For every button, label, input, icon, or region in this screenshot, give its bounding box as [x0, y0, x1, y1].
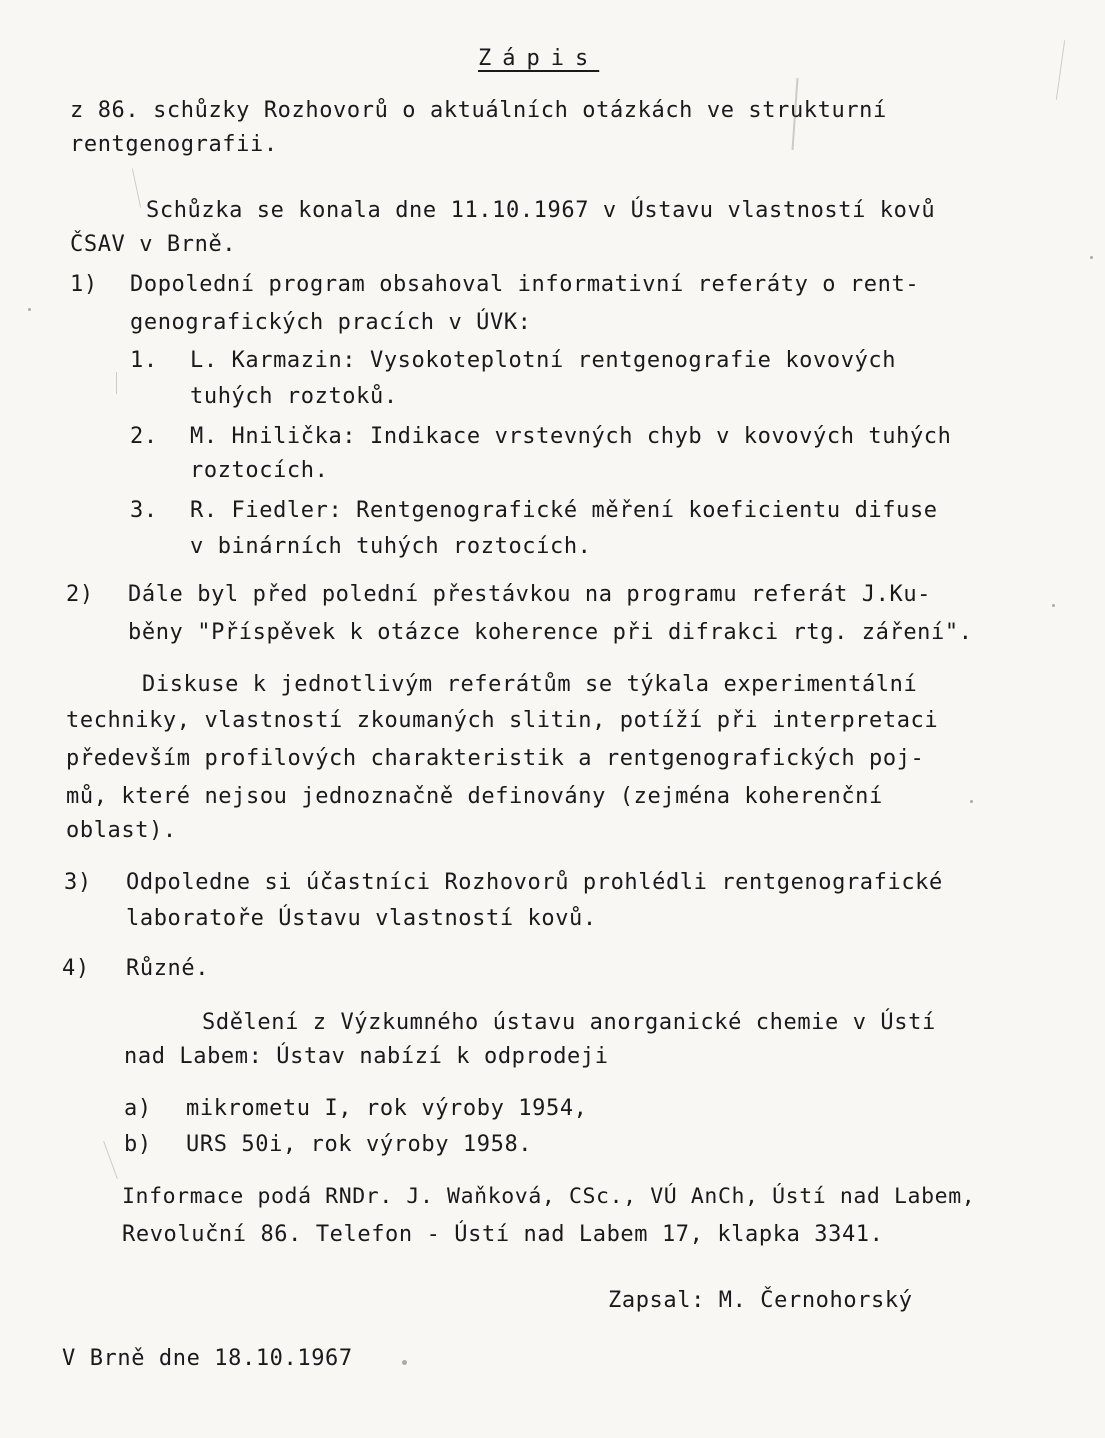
intro-line-2: rentgenografii. [70, 132, 278, 157]
paper-speck [970, 800, 973, 803]
talk-1-number: 1. [130, 348, 158, 373]
contact-line-2: Revoluční 86. Telefon - Ústí nad Labem 17, klapka 3341. [122, 1222, 884, 1247]
paper-speck [1052, 604, 1055, 607]
paper-scratch [1056, 40, 1065, 100]
meeting-line-2: ČSAV v Brně. [70, 232, 237, 257]
point-3-number: 3) [64, 870, 92, 895]
offer-a-letter: a) [124, 1096, 152, 1121]
talk-1-line-1: L. Karmazin: Vysokoteplotní rentgenografie kovových [190, 348, 897, 373]
discussion-line-5: oblast). [66, 818, 177, 843]
paper-scratch [103, 1141, 118, 1179]
offer-b-letter: b) [124, 1132, 152, 1157]
notice-line-1: Sdělení z Výzkumného ústavu anorganické chemie v Ústí [202, 1010, 936, 1035]
talk-2-number: 2. [130, 424, 158, 449]
talk-2-line-1: M. Hnilička: Indikace vrstevných chyb v kovových tuhých [190, 424, 952, 449]
point-4-number: 4) [62, 956, 90, 981]
point-4-label: Různé. [126, 956, 210, 981]
offer-a-text: mikrometu I, rok výroby 1954, [186, 1096, 588, 1121]
intro-line-1: z 86. schůzky Rozhovorů o aktuálních otázkách ve strukturní [70, 98, 887, 123]
talk-3-number: 3. [130, 498, 158, 523]
discussion-line-1: Diskuse k jednotlivým referátům se týkala experimentální [142, 672, 918, 697]
talk-3-line-1: R. Fiedler: Rentgenografické měření koeficientu difuse [190, 498, 938, 523]
point-3-line-2: laboratoře Ústavu vlastností kovů. [126, 906, 597, 931]
talk-2-line-2: roztocích. [190, 458, 329, 483]
point-1-line-1: Dopolední program obsahoval informativní referáty o rent- [130, 272, 920, 297]
paper-scratch [132, 168, 141, 207]
meeting-line-1: Schůzka se konala dne 11.10.1967 v Ústavu vlastností kovů [146, 198, 936, 223]
point-2-line-2: běny "Příspěvek k otázce koherence při difrakci rtg. záření". [128, 620, 973, 645]
talk-1-line-2: tuhých roztoků. [190, 384, 398, 409]
talk-3-line-2: v binárních tuhých roztocích. [190, 534, 592, 559]
point-1-number: 1) [70, 272, 98, 297]
signature: Zapsal: M. Černohorský [608, 1288, 913, 1313]
discussion-line-4: mů, které nejsou jednoznačně definovány (zejména koherenční [66, 784, 883, 809]
place-date: V Brně dne 18.10.1967 [62, 1346, 353, 1371]
point-2-number: 2) [66, 582, 94, 607]
offer-b-text: URS 50i, rok výroby 1958. [186, 1132, 533, 1157]
paper-scratch [116, 372, 117, 394]
point-3-line-1: Odpoledne si účastníci Rozhovorů prohlédli rentgenografické [126, 870, 943, 895]
notice-line-2: nad Labem: Ústav nabízí k odprodeji [124, 1044, 609, 1069]
point-2-line-1: Dále byl před polední přestávkou na programu referát J.Ku- [128, 582, 932, 607]
discussion-line-3: především profilových charakteristik a rentgenografických poj- [66, 746, 925, 771]
discussion-line-2: techniky, vlastností zkoumaných slitin, potíží při interpretaci [66, 708, 939, 733]
point-1-line-2: genografických pracích v ÚVK: [130, 310, 532, 335]
document-title: Zápis [478, 46, 600, 71]
paper-speck [28, 308, 31, 311]
paper-speck [1090, 256, 1093, 259]
paper-speck [402, 1360, 407, 1365]
contact-line-1: Informace podá RNDr. J. Waňková, CSc., VÚ AnCh, Ústí nad Labem, [122, 1184, 976, 1209]
